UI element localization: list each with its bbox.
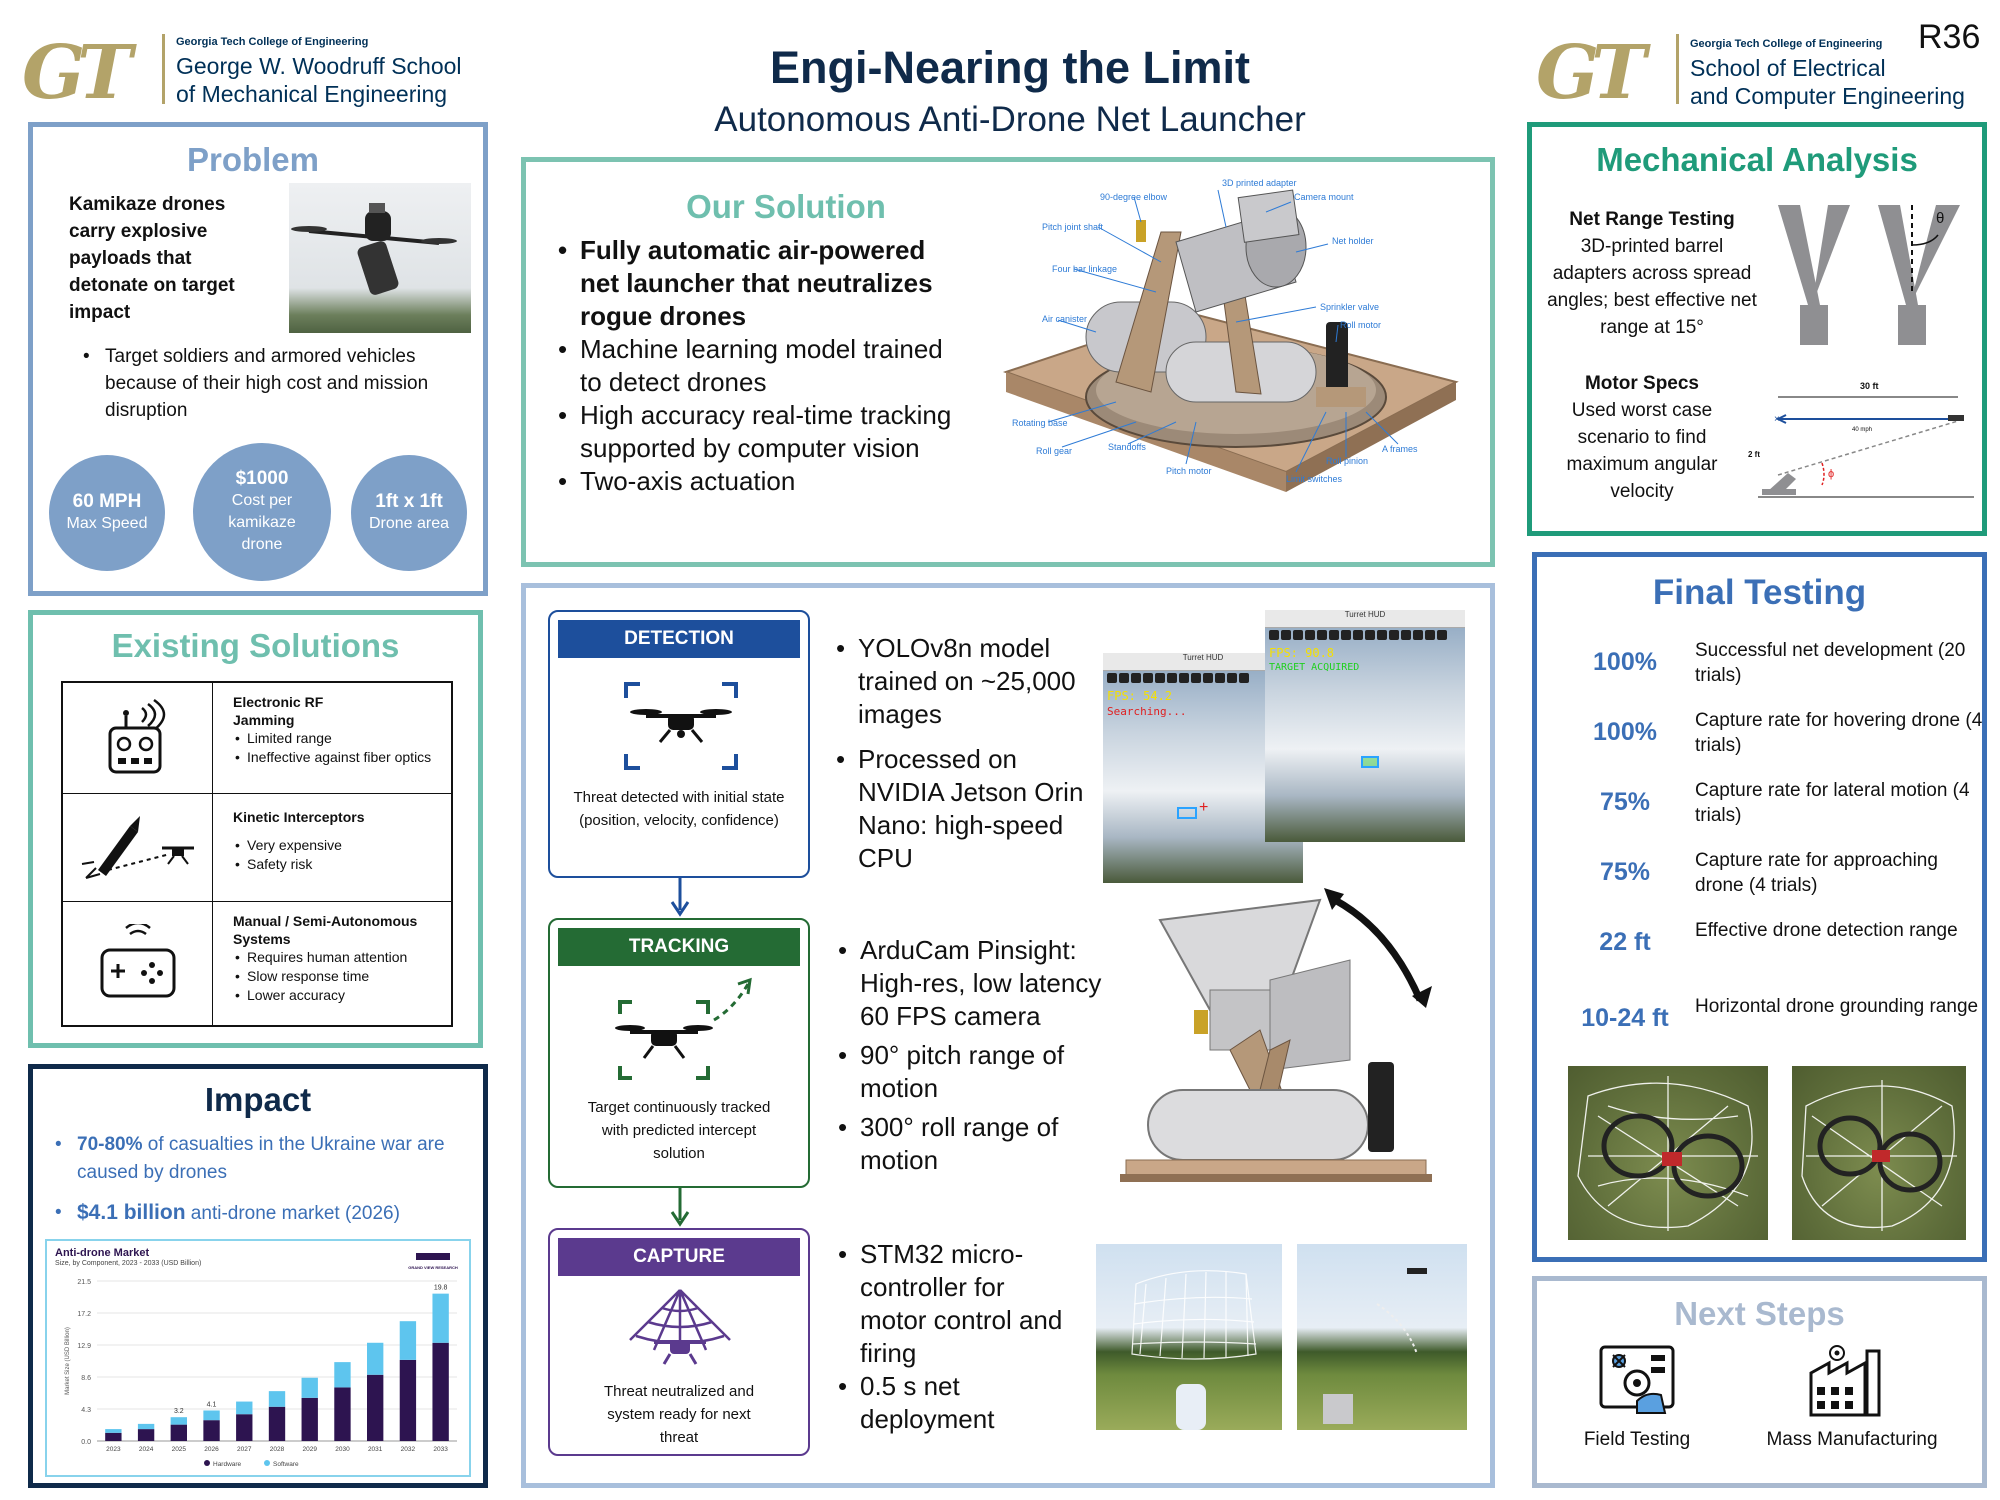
impact-bullet-market: • $4.1 billion anti-drone market (2026) bbox=[51, 1199, 471, 1228]
launcher-side-view bbox=[1120, 880, 1480, 1190]
chart-bar-software bbox=[236, 1402, 252, 1415]
barrel-adapters-illustration bbox=[1770, 205, 1970, 355]
cad-label: Net holder bbox=[1332, 236, 1374, 246]
net-catch-illustration bbox=[1297, 1244, 1467, 1430]
result-desc: Capture rate for hovering drone (4 trials) bbox=[1695, 710, 1983, 756]
chart-source-logo: GRAND VIEW RESEARCH bbox=[403, 1247, 463, 1270]
cad-label: Air canister bbox=[1042, 314, 1088, 324]
hud-toolbar bbox=[1107, 673, 1249, 685]
drone-silhouette-icon bbox=[289, 183, 471, 333]
result-value: 75% bbox=[1599, 788, 1651, 816]
stat-value: $1000 bbox=[235, 468, 289, 489]
stat-value: 1ft x 1ft bbox=[375, 491, 443, 512]
problem-panel bbox=[28, 122, 488, 596]
kamikaze-drone-photo bbox=[289, 183, 471, 333]
stage-detection bbox=[548, 610, 810, 878]
solution-panel bbox=[521, 157, 1495, 567]
logo-college-right: Georgia Tech College of Engineering bbox=[1690, 38, 1883, 50]
net-deployment-photo bbox=[1096, 1244, 1282, 1430]
solution-bullet: • Fully automatic air-powered net launcher that neutralizes rogue drones bbox=[554, 234, 964, 333]
chart-value-label: 3.2 bbox=[173, 1408, 184, 1416]
logo-school-line1: George W. Woodruff School bbox=[176, 53, 462, 79]
stat-circle-cost bbox=[193, 443, 331, 581]
logo-school-line1-right: School of Electrical bbox=[1690, 55, 1886, 81]
result-value: 100% bbox=[1593, 718, 1657, 746]
chart-xtick-label: 2023 bbox=[106, 1446, 121, 1453]
stat-label: Cost per kamikaze drone bbox=[228, 492, 296, 553]
existing-point: • Ineffective against fiber optics bbox=[233, 748, 443, 767]
solution-bullet: • Machine learning model trained to detect drones bbox=[554, 333, 964, 399]
stage-tracking-label: TRACKING bbox=[558, 928, 800, 966]
gt-logo-mark-right: GT bbox=[1536, 30, 1639, 116]
chart-legend-label: Software bbox=[273, 1461, 299, 1468]
remote-control-icon bbox=[63, 683, 213, 793]
hud-target-box bbox=[1177, 807, 1197, 819]
missile-icon bbox=[63, 794, 213, 901]
logo-school-line2: of Mechanical Engineering bbox=[176, 81, 448, 107]
detection-bullets bbox=[832, 632, 1092, 875]
gamepad-icon bbox=[63, 902, 213, 1025]
problem-bullet: • Target soldiers and armored vehicles because of their high cost and mission disruption bbox=[79, 343, 439, 424]
detection-bullet: • YOLOv8n model trained on ~25,000 images bbox=[832, 632, 1092, 731]
cad-label: Sprinkler valve bbox=[1320, 302, 1380, 312]
next-step-label: Mass Manufacturing bbox=[1766, 1429, 1938, 1450]
cad-label: A frames bbox=[1382, 444, 1418, 454]
motor-specs-title: Motor Specs bbox=[1584, 373, 1700, 394]
existing-solutions-panel bbox=[28, 610, 483, 1048]
existing-point: • Very expensive bbox=[233, 836, 443, 855]
chart-bar-software bbox=[367, 1343, 383, 1375]
net-illustration bbox=[1096, 1244, 1282, 1430]
next-steps-panel bbox=[1532, 1276, 1987, 1488]
chart-xtick-label: 2030 bbox=[335, 1446, 350, 1453]
hud-status: TARGET ACQUIRED bbox=[1269, 662, 1360, 673]
diagram-height-label: 2 ft bbox=[1748, 450, 1760, 459]
cad-model-illustration bbox=[986, 172, 1486, 562]
chart-title: Anti-drone Market bbox=[55, 1247, 150, 1259]
cad-label: Roll motor bbox=[1340, 320, 1382, 330]
tangled-net-illustration bbox=[1568, 1066, 1768, 1240]
existing-heading: Kinetic Interceptors bbox=[233, 809, 365, 825]
logo-college: Georgia Tech College of Engineering bbox=[176, 36, 369, 48]
result-desc: Effective drone detection range bbox=[1695, 920, 1958, 941]
chart-bar-hardware bbox=[203, 1420, 219, 1441]
poster-subtitle: Autonomous Anti-Drone Net Launcher bbox=[714, 100, 1306, 139]
chart-xtick-label: 2032 bbox=[400, 1446, 416, 1453]
chart-xtick-label: 2031 bbox=[367, 1446, 383, 1453]
chart-xtick-label: 2033 bbox=[433, 1446, 448, 1453]
chart-bar-software bbox=[432, 1294, 448, 1343]
solution-bullets bbox=[554, 234, 964, 498]
chart-ytick-label: 4.3 bbox=[81, 1407, 91, 1414]
impact-bullet-casualties: • 70-80% of casualties in the Ukraine war are caused by drones bbox=[51, 1131, 471, 1187]
cad-label: Four bar linkage bbox=[1052, 264, 1118, 274]
existing-table bbox=[61, 681, 453, 1027]
tracking-bullet: • 300° roll range of motion bbox=[834, 1111, 1134, 1177]
market-chart bbox=[45, 1239, 471, 1477]
hud-window-title: Turret HUD bbox=[1265, 610, 1465, 628]
chart-bar-hardware bbox=[367, 1375, 383, 1441]
hud-target-box bbox=[1361, 756, 1379, 768]
hud-crosshair-icon: + bbox=[1199, 799, 1209, 816]
result-value: 100% bbox=[1593, 648, 1657, 676]
chart-bar-software bbox=[302, 1378, 318, 1398]
stage-capture-label: CAPTURE bbox=[558, 1238, 800, 1276]
impact-bullets bbox=[51, 1131, 471, 1228]
stage-detection-text: Threat detected with initial state (position, velocity, confidence) bbox=[573, 789, 785, 829]
chart-legend-swatch bbox=[204, 1460, 210, 1466]
svg-text:×: × bbox=[1774, 414, 1780, 425]
chart-xtick-label: 2028 bbox=[269, 1446, 285, 1453]
captured-drone-photo-1 bbox=[1568, 1066, 1768, 1240]
next-step-label: Field Testing bbox=[1583, 1429, 1691, 1450]
cad-diagram bbox=[986, 172, 1486, 562]
chart-value-label: 19.8 bbox=[433, 1284, 448, 1292]
cad-label: 3D printed adapter bbox=[1222, 178, 1297, 188]
tangled-net-illustration bbox=[1792, 1066, 1966, 1240]
existing-point: • Slow response time bbox=[233, 967, 443, 986]
chart-ytick-label: 8.6 bbox=[81, 1375, 91, 1382]
stat-circle-speed bbox=[49, 455, 165, 571]
diagram-speed-label: 40 mph bbox=[1852, 427, 1873, 433]
hud-fps: FPS: 54.2 bbox=[1107, 689, 1173, 703]
existing-heading: Electronic RF Jamming bbox=[233, 694, 324, 728]
hud-window-title: Turret HUD bbox=[1103, 653, 1303, 671]
chart-bar-hardware bbox=[236, 1414, 252, 1441]
drone-target-icon bbox=[616, 676, 746, 776]
mechanical-panel bbox=[1527, 122, 1987, 536]
result-desc: Capture rate for lateral motion (4 trials) bbox=[1695, 780, 1970, 826]
theta-label: θ bbox=[1936, 210, 1945, 227]
arrow-down-icon bbox=[668, 878, 692, 918]
chart-xtick-label: 2029 bbox=[302, 1446, 317, 1453]
cad-label: Limit switches bbox=[1286, 474, 1343, 484]
capture-bullets bbox=[834, 1238, 1074, 1436]
problem-bullets bbox=[79, 343, 439, 424]
chart-bar-hardware bbox=[269, 1407, 285, 1441]
chart-legend-label: Hardware bbox=[213, 1461, 242, 1468]
stage-tracking-text: Target continuously tracked with predicted intercept solution bbox=[587, 1099, 771, 1162]
tracking-bullet: • ArduCam Pinsight: High-res, low latency 60 FPS camera bbox=[834, 934, 1134, 1033]
chart-bar-software bbox=[203, 1410, 219, 1420]
chart-xtick-label: 2026 bbox=[204, 1446, 219, 1453]
result-desc: Successful net development (20 trials) bbox=[1695, 640, 1966, 686]
diagram-phi-label: ϕ bbox=[1828, 468, 1835, 480]
factory-icon bbox=[1807, 1343, 1887, 1419]
chart-bar-software bbox=[138, 1424, 154, 1429]
chart-xtick-label: 2027 bbox=[237, 1446, 252, 1453]
captured-drone-photo-2 bbox=[1792, 1066, 1966, 1240]
final-testing-title: Final Testing bbox=[1652, 573, 1867, 612]
chart-bar-software bbox=[400, 1321, 416, 1360]
drone-capture-photo bbox=[1297, 1244, 1467, 1430]
hud-screenshot-acquired bbox=[1265, 610, 1465, 842]
chart-bar-hardware bbox=[432, 1343, 448, 1441]
gt-logo-mark: GT bbox=[22, 30, 125, 116]
cad-label: Rotating base bbox=[1012, 418, 1068, 428]
table-row bbox=[63, 683, 451, 793]
result-value: 10-24 ft bbox=[1581, 1004, 1669, 1032]
hud-status: Searching... bbox=[1107, 705, 1187, 718]
net-range-title: Net Range Testing bbox=[1569, 209, 1735, 230]
chart-bar-software bbox=[171, 1417, 187, 1424]
stat-label: Max Speed bbox=[66, 515, 148, 532]
hud-toolbar bbox=[1269, 630, 1447, 642]
chart-subtitle: Size, by Component, 2023 - 2033 (USD Billion) bbox=[55, 1260, 202, 1267]
cad-label: 90-degree elbow bbox=[1100, 192, 1168, 202]
result-value: 75% bbox=[1599, 858, 1651, 886]
poster-title: Engi-Nearing the Limit bbox=[769, 42, 1250, 93]
chart-value-label: 4.1 bbox=[206, 1401, 217, 1409]
stat-circle-area bbox=[351, 455, 467, 571]
cad-label: Camera mount bbox=[1294, 192, 1354, 202]
logo-divider-right bbox=[1676, 34, 1679, 104]
table-row bbox=[63, 901, 451, 1025]
chart-bar-hardware bbox=[105, 1433, 121, 1441]
stat-value: 60 MPH bbox=[72, 491, 142, 512]
cad-label: Roll gear bbox=[1036, 446, 1073, 456]
chart-bar-hardware bbox=[334, 1387, 350, 1441]
chart-ytick-label: 12.9 bbox=[77, 1343, 91, 1350]
existing-point: • Safety risk bbox=[233, 855, 443, 874]
mechanical-title: Mechanical Analysis bbox=[1596, 141, 1918, 178]
solution-title: Our Solution bbox=[686, 188, 886, 225]
chart-bar-software bbox=[105, 1429, 121, 1433]
stat-label: Drone area bbox=[368, 515, 450, 532]
result-value: 22 ft bbox=[1599, 928, 1651, 956]
drone-tracking-icon bbox=[610, 974, 760, 1084]
net-capture-icon bbox=[620, 1284, 740, 1374]
next-steps-title: Next Steps bbox=[1674, 1295, 1845, 1332]
chart-ylabel: Market Size (USD Billion) bbox=[65, 1327, 71, 1395]
existing-title: Existing Solutions bbox=[111, 627, 400, 664]
cad-label: Standoffs bbox=[1108, 442, 1146, 452]
capture-bullet: • 0.5 s net deployment bbox=[834, 1370, 1074, 1436]
cad-label: Pitch motor bbox=[1166, 466, 1212, 476]
chart-bar-hardware bbox=[302, 1398, 318, 1441]
cad-label: Roll pinion bbox=[1326, 456, 1369, 466]
result-desc: Horizontal drone grounding range bbox=[1695, 996, 1979, 1017]
solution-bullet: • High accuracy real-time tracking supported by computer vision bbox=[554, 399, 964, 465]
existing-point: • Limited range bbox=[233, 729, 443, 748]
stage-capture bbox=[548, 1228, 810, 1456]
chart-xtick-label: 2024 bbox=[138, 1446, 154, 1453]
chart-bar-software bbox=[269, 1391, 285, 1407]
chart-legend-swatch bbox=[264, 1460, 270, 1466]
cad-label: Pitch joint shaft bbox=[1042, 222, 1104, 232]
stage-capture-text: Threat neutralized and system ready for next threat bbox=[603, 1383, 755, 1446]
chart-bar-hardware bbox=[138, 1429, 154, 1441]
tracking-bullet: • 90° pitch range of motion bbox=[834, 1039, 1134, 1105]
angular-velocity-diagram bbox=[1748, 375, 1978, 505]
left-logo bbox=[22, 28, 492, 116]
logo-divider bbox=[162, 34, 165, 104]
detection-bullet: • Processed on NVIDIA Jetson Orin Nano: high-speed CPU bbox=[832, 743, 1092, 875]
result-desc: Capture rate for approaching drone (4 trials) bbox=[1695, 850, 1938, 896]
capture-bullet: • STM32 micro-controller for motor control and firing bbox=[834, 1238, 1074, 1370]
tracking-bullets bbox=[834, 934, 1134, 1177]
net-range-text: 3D-printed barrel adapters across spread angles; best effective net range at 15° bbox=[1547, 236, 1757, 338]
chart-bar-hardware bbox=[400, 1360, 416, 1441]
arrow-down-icon bbox=[668, 1188, 692, 1228]
impact-panel bbox=[28, 1064, 488, 1488]
impact-title: Impact bbox=[204, 1081, 312, 1118]
poster-id: R36 bbox=[1918, 18, 1981, 56]
chart-plot bbox=[47, 1241, 469, 1475]
existing-heading: Manual / Semi-Autonomous Systems bbox=[233, 913, 418, 947]
solution-bullet: • Two-axis actuation bbox=[554, 465, 964, 498]
hud-fps: FPS: 90.8 bbox=[1269, 646, 1335, 660]
chart-bar-software bbox=[334, 1362, 350, 1387]
chart-ytick-label: 21.5 bbox=[77, 1279, 91, 1286]
chart-bar-hardware bbox=[171, 1425, 187, 1441]
problem-title: Problem bbox=[186, 141, 320, 178]
chart-ytick-label: 17.2 bbox=[77, 1311, 91, 1318]
diagram-width-label: 30 ft bbox=[1860, 381, 1879, 391]
stage-tracking bbox=[548, 918, 810, 1188]
chart-ytick-label: 0.0 bbox=[81, 1439, 91, 1446]
existing-point: • Lower accuracy bbox=[233, 986, 443, 1005]
stage-detection-label: DETECTION bbox=[558, 620, 800, 658]
logo-school-line2-right: and Computer Engineering bbox=[1690, 83, 1965, 109]
field-testing-icon bbox=[1597, 1343, 1677, 1419]
problem-lead: Kamikaze drones carry explosive payloads that detonate on target impact bbox=[69, 194, 235, 323]
existing-point: • Requires human attention bbox=[233, 948, 443, 967]
chart-xtick-label: 2025 bbox=[171, 1446, 187, 1453]
table-row bbox=[63, 793, 451, 901]
motor-specs-text: Used worst case scenario to find maximum angular velocity bbox=[1566, 400, 1718, 502]
